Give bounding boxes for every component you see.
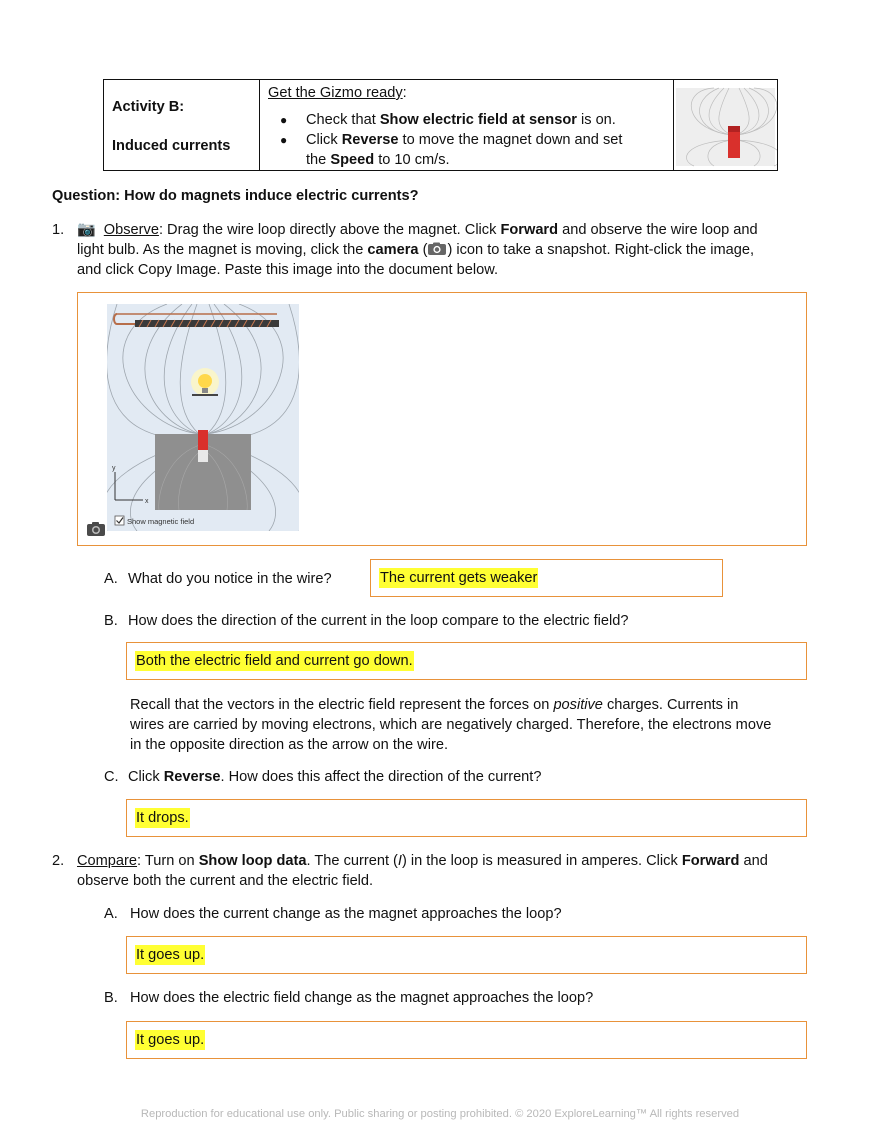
footer-notice: Reproduction for educational use only. Public sharing or posting prohibited. © 2020 ExploreLearning™ All rights reserved xyxy=(140,1108,740,1120)
activity-thumbnail xyxy=(674,80,777,170)
q1a-answer-box[interactable] xyxy=(370,559,723,597)
activity-title-cell xyxy=(104,80,260,170)
q1-text-line2: light bulb. As the magnet is moving, click the camera ( ) icon to take a snapshot. Right-click the image, xyxy=(77,242,755,258)
show-field-label: Show magnetic field xyxy=(127,517,195,526)
q2-number: 2. xyxy=(52,853,65,869)
q2a-answer-box[interactable] xyxy=(126,936,807,974)
q2b-letter: B. xyxy=(104,990,118,1006)
light-bulb-icon xyxy=(198,374,212,388)
snapshot-box[interactable] xyxy=(77,292,807,546)
ready-bullet-1: ● Check that Show electric field at sensor is on. xyxy=(268,110,668,130)
q2-text-line2: observe both the current and the electric field. xyxy=(77,873,374,889)
ready-bullet-list xyxy=(268,110,668,170)
q2b-answer-box[interactable] xyxy=(126,1021,807,1059)
get-ready-heading: Get the Gizmo ready: xyxy=(268,85,407,101)
axis-y-label: y xyxy=(112,465,116,472)
q1a-letter: A. xyxy=(104,571,118,587)
q1b-answer-box[interactable] xyxy=(126,642,807,680)
q1-text-line3: and click Copy Image. Paste this image into the document below. xyxy=(77,262,499,278)
question-heading: Question: How do magnets induce electric currents? xyxy=(52,188,419,204)
q1a-question: What do you notice in the wire? xyxy=(128,571,332,587)
q2a-answer: It goes up. xyxy=(136,947,205,963)
q1c-answer-box[interactable] xyxy=(126,799,807,837)
q2a-question: How does the current change as the magnet approaches the loop? xyxy=(130,906,562,922)
q1c-answer: It drops. xyxy=(136,810,189,826)
camera-icon: 📷 xyxy=(77,221,96,238)
q2-text: Compare: Turn on Show loop data. The current (I) in the loop is measured in amperes. Click Forward and xyxy=(77,853,768,869)
magnet-field-thumbnail xyxy=(674,80,777,169)
camera-button-icon xyxy=(427,242,447,256)
gizmo-snapshot xyxy=(107,304,299,531)
q2a-letter: A. xyxy=(104,906,118,922)
q2b-answer: It goes up. xyxy=(136,1032,205,1048)
activity-subtitle: Induced currents xyxy=(112,138,231,154)
recall-paragraph: Recall that the vectors in the electric field represent the forces on positive charges. Currents in wires are carried by moving electrons, which are negatively charged. Therefore, the electrons move in the opposite direction as the arrow on the wire. xyxy=(130,697,772,753)
ready-bullet-2: ● Click Reverse to move the magnet down and set the Speed to 10 cm/s. xyxy=(268,130,668,170)
compare-label: Compare xyxy=(77,853,138,869)
q1-text: 📷 Observe: Drag the wire loop directly above the magnet. Click Forward and observe the wire loop and xyxy=(77,221,758,238)
q1-number: 1. xyxy=(52,222,65,238)
q1b-letter: B. xyxy=(104,613,118,629)
q1c-letter: C. xyxy=(104,769,119,785)
axis-x-label: x xyxy=(145,498,149,505)
activity-instructions-cell xyxy=(260,80,674,170)
q1b-answer: Both the electric field and current go down. xyxy=(136,653,413,669)
q1a-answer: The current gets weaker xyxy=(380,570,538,586)
observe-label: Observe xyxy=(103,222,159,238)
camera-icon[interactable] xyxy=(86,521,106,537)
activity-table xyxy=(103,79,778,171)
q1c-question: Click Reverse. How does this affect the direction of the current? xyxy=(128,769,542,785)
activity-title: Activity B: xyxy=(112,99,185,115)
q2b-question: How does the electric field change as the magnet approaches the loop? xyxy=(130,990,594,1006)
q1b-question: How does the direction of the current in the loop compare to the electric field? xyxy=(128,613,629,629)
